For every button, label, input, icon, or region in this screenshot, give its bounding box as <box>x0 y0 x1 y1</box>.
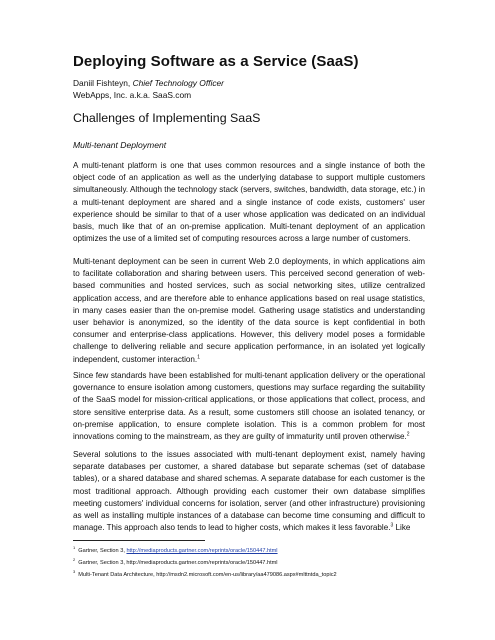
footnote-3 <box>73 569 337 579</box>
footnote-ref-1[interactable]: 1 <box>197 353 200 360</box>
footnote-ref-3[interactable]: 3 <box>390 522 394 529</box>
footnote-divider <box>73 540 205 541</box>
author-name: Daniil Fishteyn, <box>73 78 133 88</box>
footnote-1-text: Gartner, Section 3, <box>78 548 127 554</box>
paragraph-2-text: Multi-tenant deployment can be seen in current Web 2.0 deployments, in which applications aim to facilitate collaboration and sharing between users. This perceived second generation of web-based communities and hosted services, such as social networking sites, utilize centralized application access, and are therefore able to enhance applications based on real usage statistics, in many cases easier than the on-premise model. Gathering usage statistics and understanding user behavior is anonymized, so the identity of the data source is kept confidential in both consumer and enterprise-class applications. However, this delivery model poses a formidable challenge to delivering reliable and secure application performance, in an isolated yet logically independent, customer interaction. <box>73 257 425 364</box>
author-line <box>73 77 224 89</box>
footnote-1-number: 1 <box>73 545 76 551</box>
paragraph-1 <box>73 160 425 245</box>
paragraph-4 <box>73 449 425 534</box>
author-role: Chief Technology Officer <box>132 78 224 88</box>
footnote-1-link[interactable]: http://mediaproducts.gartner.com/reprints/oracle/150447.html <box>126 548 278 554</box>
paragraph-2 <box>73 256 425 366</box>
paragraph-4-continuation: Like <box>395 523 411 533</box>
footnote-1 <box>73 545 278 555</box>
section-heading: Challenges of Implementing SaaS <box>73 111 261 125</box>
subsection-heading: Multi-tenant Deployment <box>73 140 167 150</box>
paragraph-3 <box>73 370 425 443</box>
footnote-2 <box>73 557 278 567</box>
footnote-ref-2[interactable]: 2 <box>406 431 410 438</box>
company-line: WebApps, Inc. a.k.a. SaaS.com <box>73 90 192 100</box>
paragraph-4-text: Several solutions to the issues associated with multi-tenant deployment exist, namely having separate databases per customer, a shared database but separate schemas (set of database tables), or a shared database and shared schemas. A separate database for each customer is the most traditional approach. Although providing each customer their own database simplifies meeting customers' individual concerns for isolation, server (and other infrastructure) provisioning as well as installing multiple instances of a database can become time consuming and difficult to manage. This approach also tends to lead to higher costs, which makes it less favorable. <box>73 450 425 533</box>
footnote-3-text: Multi-Tenant Data Architecture, http://msdn2.microsoft.com/en-us/library/aa479086.aspx#mlttntda_topic2 <box>78 572 337 578</box>
footnote-3-number: 3 <box>73 569 76 575</box>
document-title: Deploying Software as a Service (SaaS) <box>73 53 359 70</box>
paragraph-1-text: A multi-tenant platform is one that uses common resources and a single instance of both the object code of an application as well as the underlying database to support multiple customers simultaneously. Although the technology stack (servers, switches, bandwidth, data storage, etc.) in a multi-tenant deployment are shared and a single instance of code exists, customers' user experience should be similar to that of a user whose application was dedicated on an individual basis, much like that of an on-premise application. Multi-tenant deployment of an application optimizes the use of a limited set of computing resources across a large number of customers. <box>73 161 425 244</box>
footnote-2-number: 2 <box>73 557 76 563</box>
paragraph-3-text: Since few standards have been established for multi-tenant application delivery or the operational governance to ensure isolation among customers, questions may surface regarding the suitability of the SaaS model for mission-critical applications, or those applications that collect, process, and store sensitive enterprise data. As a result, some customers still choose an isolated tenancy, or on-premise application, to ensure complete isolation. This is a common problem for most innovations coming to the mainstream, as they are guilty of immaturity until proven otherwise. <box>73 371 425 442</box>
footnote-2-text: Gartner, Section 3, http://mediaproducts.gartner.com/reprints/oracle/150447.html <box>78 560 278 566</box>
author-block <box>73 77 224 101</box>
